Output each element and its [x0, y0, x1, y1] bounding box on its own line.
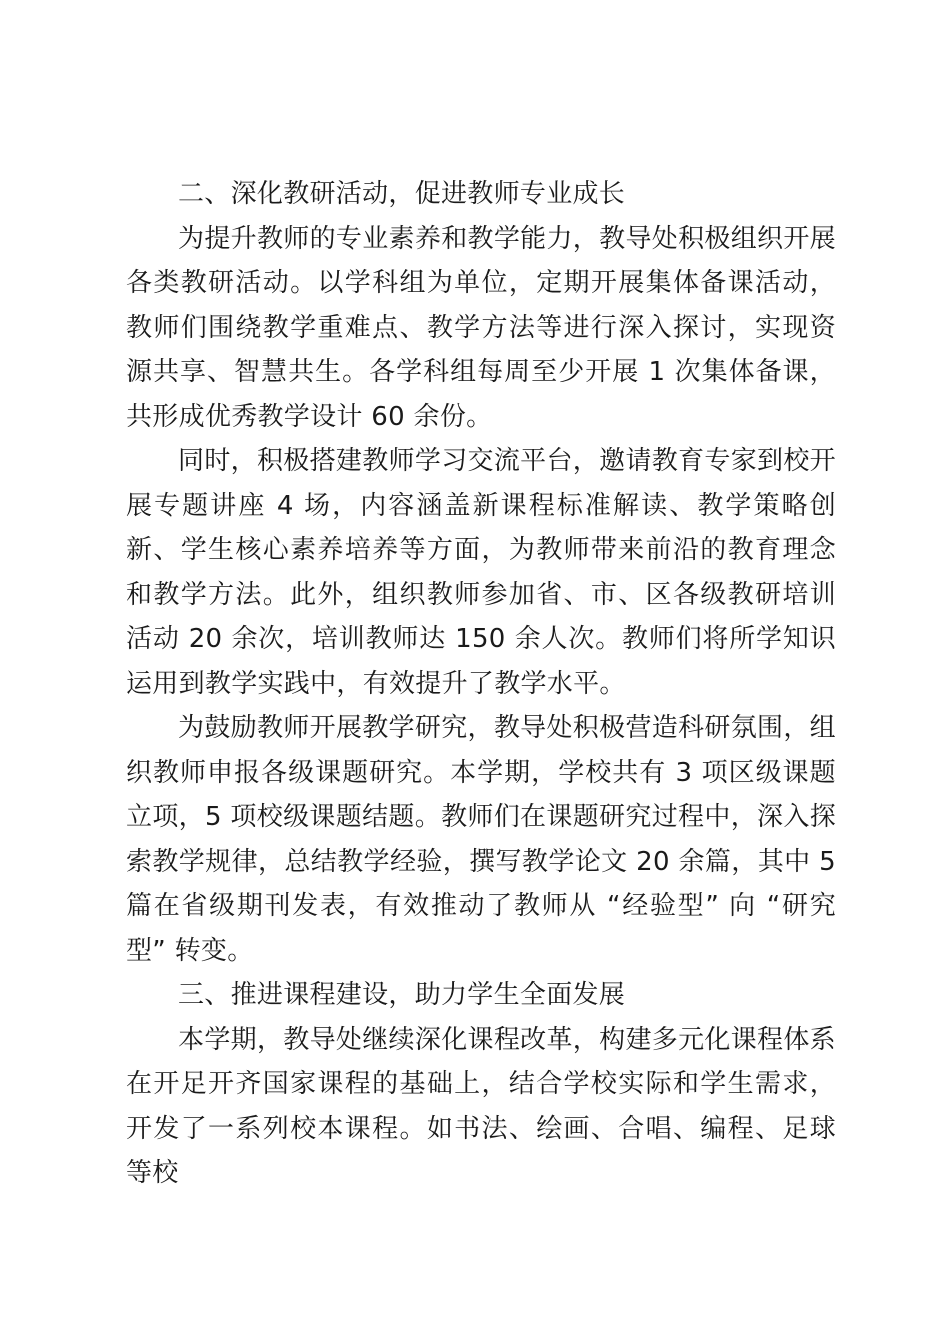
body-paragraph-3: 为鼓励教师开展教学研究，教导处积极营造科研氛围，组织教师申报各级课题研究。本学期，学校共有 3 项区级课题立项，5 项校级课题结题。教师们在课题研究过程中，深入探索教学规律，总结教学经验，撰写教学论文 20 余篇，其中 5 篇在省级期刊发表，有效推动了教师从 “经验型” 向 “研究型” 转变。 — [126, 713, 836, 966]
body-paragraph-1: 为提升教师的专业素养和教学能力，教导处积极组织开展各类教研活动。以学科组为单位，定期开展集体备课活动，教师们围绕教学重难点、教学方法等进行深入探讨，实现资源共享、智慧共生。各学科组每周至少开展 1 次集体备课，共形成优秀教学设计 60 余份。 — [126, 223, 836, 432]
section-heading-2: 二、深化教研活动，促进教师专业成长 — [178, 179, 626, 209]
section-heading-3: 三、推进课程建设，助力学生全面发展 — [178, 980, 626, 1010]
body-paragraph-4: 本学期，教导处继续深化课程改革，构建多元化课程体系在开足开齐国家课程的基础上，结合学校实际和学生需求，开发了一系列校本课程。如书法、绘画、合唱、编程、足球等校 — [126, 1024, 836, 1188]
body-paragraph-2: 同时，积极搭建教师学习交流平台，邀请教育专家到校开展专题讲座 4 场，内容涵盖新课程标准解读、教学策略创新、学生核心素养培养等方面，为教师带来前沿的教育理念和教学方法。此外，组织教师参加省、市、区各级教研培训活动 20 余次，培训教师达 150 余人次。教师们将所学知识运用到教学实践中，有效提升了教学水平。 — [126, 446, 836, 699]
document-body — [126, 172, 836, 1196]
